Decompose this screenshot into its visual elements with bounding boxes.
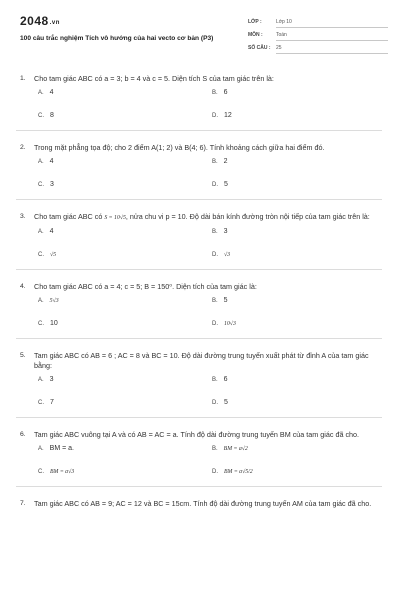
question-divider bbox=[16, 338, 382, 339]
option-c[interactable]: C. √5 bbox=[38, 252, 57, 258]
worksheet-header bbox=[16, 14, 384, 64]
question-text: 5. Tam giác ABC có AB = 6 ; AC = 8 và BC = 10. Độ dài đường trung tuyến xuất phát từ đỉnh A của tam giác bằng: bbox=[20, 351, 369, 370]
option-b[interactable]: B. BM = a√2 bbox=[212, 446, 248, 452]
question-3 bbox=[16, 212, 388, 270]
option-b[interactable]: B. 3 bbox=[212, 228, 228, 235]
question-5 bbox=[16, 351, 388, 418]
question-number: 3. bbox=[20, 213, 26, 220]
option-group bbox=[16, 84, 388, 130]
option-b[interactable]: B. 5 bbox=[212, 297, 228, 304]
meta-class-value: Lớp 10 bbox=[276, 19, 292, 25]
meta-subject-value: Toán bbox=[276, 32, 287, 38]
option-group bbox=[16, 153, 388, 199]
question-number: 7. bbox=[20, 500, 26, 507]
question-divider bbox=[16, 130, 382, 131]
question-text: 7. Tam giác ABC có AB = 9; AC = 12 và BC = 15cm. Tính độ dài đường trung tuyến AM của tam giác đã cho. bbox=[20, 499, 372, 508]
option-group bbox=[16, 371, 388, 417]
option-d[interactable]: D. 12 bbox=[212, 112, 232, 119]
option-group bbox=[16, 223, 388, 269]
question-text: 4. Cho tam giác ABC có a = 4; c = 5; B = 150⁰. Diện tích của tam giác là: bbox=[20, 282, 257, 291]
question-divider bbox=[16, 486, 382, 487]
question-text: 2. Trong mặt phẳng tọa độ; cho 2 điểm A(1; 2) và B(4; 6). Tính khoảng cách giữa hai điểm đó. bbox=[20, 143, 325, 152]
option-c[interactable]: C. 8 bbox=[38, 112, 54, 119]
question-2 bbox=[16, 143, 388, 200]
meta-count-row bbox=[248, 44, 388, 57]
meta-divider bbox=[276, 27, 388, 28]
option-a[interactable]: A. 4 bbox=[38, 158, 54, 165]
question-number: 1. bbox=[20, 75, 26, 82]
option-b[interactable]: B. 6 bbox=[212, 376, 228, 383]
question-text: 3. Cho tam giác ABC có S = 10√5, nửa chu vi p = 10. Độ dài bán kính đường tròn nội tiếp của tam giác trên là: bbox=[20, 212, 370, 221]
question-divider bbox=[16, 269, 382, 270]
question-4 bbox=[16, 282, 388, 339]
meta-subject-label: MÔN : bbox=[248, 32, 263, 38]
question-text: 6. Tam giác ABC vuông tại A và có AB = AC = a. Tính độ dài đường trung tuyến BM của tam giác đã cho. bbox=[20, 430, 360, 439]
option-b[interactable]: B. 2 bbox=[212, 158, 228, 165]
worksheet-meta bbox=[248, 18, 388, 57]
option-c[interactable]: C. 10 bbox=[38, 320, 58, 327]
meta-class-row bbox=[248, 18, 388, 31]
meta-count-label: SỐ CÂU : bbox=[248, 45, 271, 51]
question-divider bbox=[16, 417, 382, 418]
question-number: 5. bbox=[20, 352, 26, 359]
option-c[interactable]: C. 7 bbox=[38, 399, 54, 406]
option-a[interactable]: A. 4 bbox=[38, 89, 54, 96]
option-a[interactable]: A. 5√3 bbox=[38, 298, 59, 304]
option-d[interactable]: D. BM = a√5/2 bbox=[212, 469, 253, 475]
option-d[interactable]: D. √3 bbox=[212, 252, 231, 258]
option-a[interactable]: A. 4 bbox=[38, 228, 54, 235]
option-d[interactable]: D. 5 bbox=[212, 399, 228, 406]
option-a[interactable]: A. 3 bbox=[38, 376, 54, 383]
question-6 bbox=[16, 430, 388, 487]
meta-divider bbox=[276, 40, 388, 41]
area-formula: S = 10√5 bbox=[104, 215, 126, 221]
option-c[interactable]: C. 3 bbox=[38, 181, 54, 188]
question-list bbox=[16, 74, 388, 509]
option-d[interactable]: D. 10√3 bbox=[212, 321, 236, 327]
option-d[interactable]: D. 5 bbox=[212, 181, 228, 188]
option-a[interactable]: A. BM = a. bbox=[38, 445, 74, 452]
question-text: 1. Cho tam giác ABC có a = 3; b = 4 và c = 5. Diện tích S của tam giác trên là: bbox=[20, 74, 274, 83]
option-group bbox=[16, 292, 388, 338]
site-logo[interactable]: 2048.vn bbox=[20, 14, 60, 28]
meta-class-label: LỚP : bbox=[248, 19, 262, 25]
meta-count-value: 25 bbox=[276, 45, 282, 51]
question-7 bbox=[16, 499, 388, 509]
option-b[interactable]: B. 6 bbox=[212, 89, 228, 96]
question-number: 2. bbox=[20, 144, 26, 151]
document-title: 100 câu trắc nghiệm Tích vô hướng của hai vecto cơ bản (P3) bbox=[20, 35, 214, 42]
option-group bbox=[16, 440, 388, 486]
meta-subject-row bbox=[248, 31, 388, 44]
question-number: 6. bbox=[20, 431, 26, 438]
question-number: 4. bbox=[20, 283, 26, 290]
option-c[interactable]: C. BM = a√3 bbox=[38, 469, 75, 475]
question-divider bbox=[16, 199, 382, 200]
question-1 bbox=[16, 74, 388, 131]
meta-divider bbox=[276, 53, 388, 54]
